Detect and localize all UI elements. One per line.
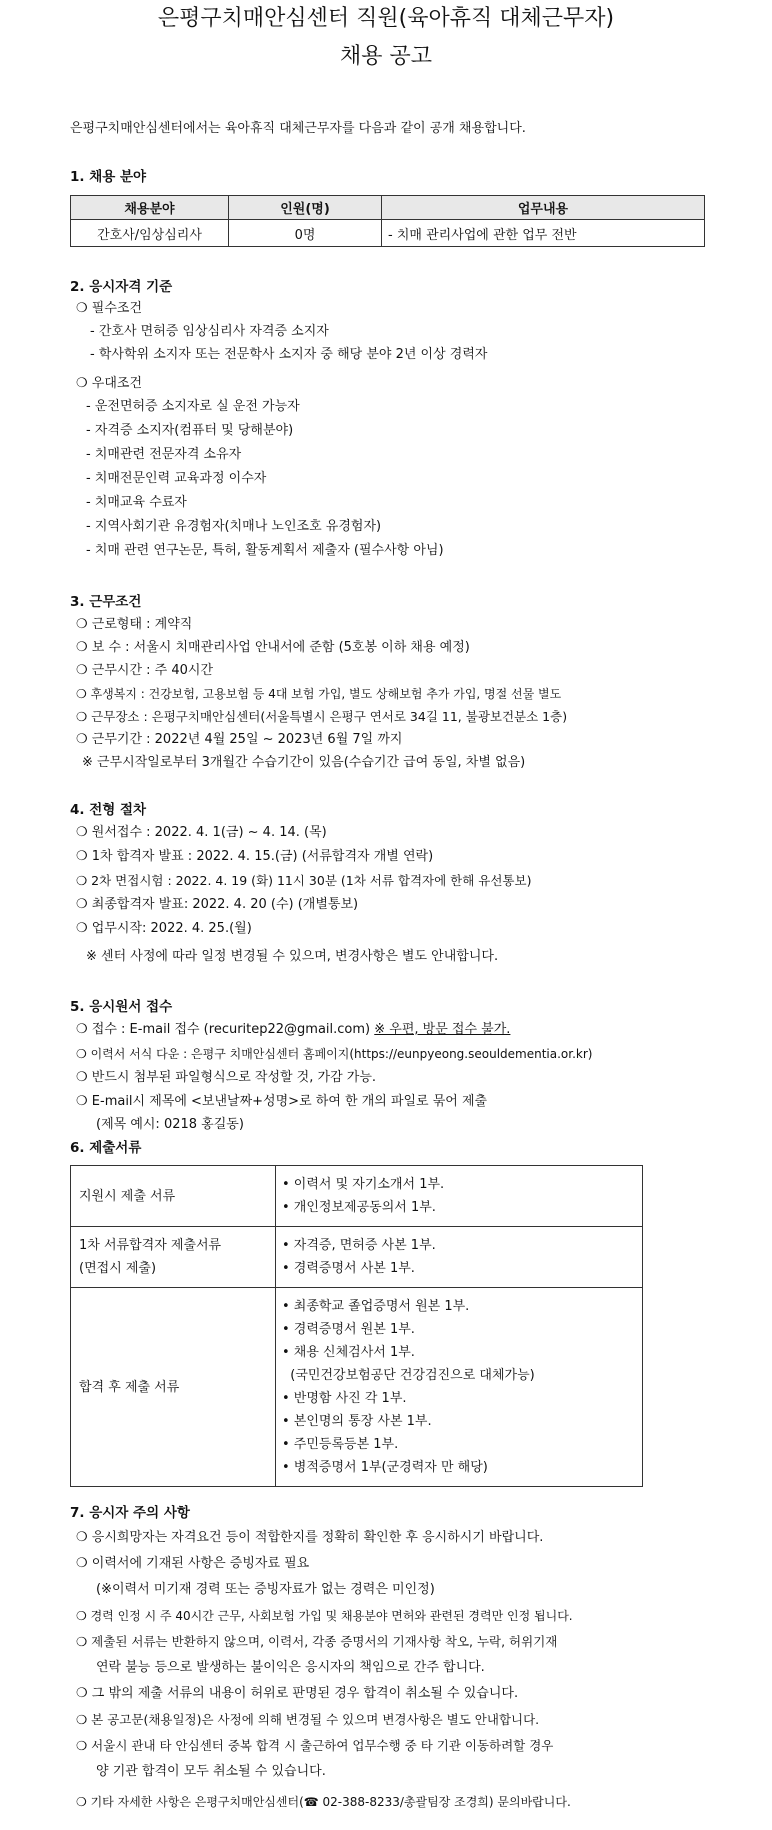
section-4-heading: 4. 전형 절차 [70, 802, 147, 818]
list-item: ❍ 원서접수 : 2022. 4. 1(금) ~ 4. 14. (목) [76, 825, 327, 840]
section-3-heading: 3. 근무조건 [70, 594, 142, 610]
list-item: ❍ 업무시작: 2022. 4. 25.(월) [76, 921, 252, 936]
list-item: 양 기관 합격이 모두 취소될 수 있습니다. [96, 1764, 326, 1779]
no-mail-notice: ※ 우편, 방문 접수 불가. [374, 1022, 511, 1037]
list-item: • 병적증명서 1부(군경력자 만 해당) [282, 1460, 488, 1475]
table-cell [71, 1166, 276, 1227]
note-text: ※ 근무시작일로부터 3개월간 수습기간이 있음(수습기간 급여 동일, 차별 없음) [82, 755, 526, 770]
list-item: ❍ E-mail시 제목에 <보낸날짜+성명>로 하여 한 개의 파일로 묶어 제출 [76, 1094, 488, 1109]
table-cell: - 치매 관리사업에 관한 업무 전반 [382, 220, 705, 247]
list-item: • 주민등록등본 1부. [282, 1437, 399, 1452]
list-item: ❍ 본 공고문(채용일정)은 사정에 의해 변경될 수 있으며 변경사항은 별도 안내합니다. [76, 1712, 540, 1727]
table-cell: 0명 [229, 220, 382, 247]
list-item: ❍ 보 수 : 서울시 치매관리사업 안내서에 준함 (5호봉 이하 채용 예정) [76, 640, 470, 655]
list-item: (제목 예시: 0218 홍길동) [96, 1117, 244, 1132]
list-item: - 지역사회기관 유경험자(치매나 노인조호 유경험자) [86, 519, 382, 534]
table-cell [276, 1288, 643, 1487]
intro-text: 은평구치매안심센터에서는 육아휴직 대체근무자를 다음과 같이 공개 채용합니다. [70, 121, 526, 136]
list-item: ❍ 후생복지 : 건강보험, 고용보험 등 4대 보험 가입, 별도 상해보험 추가 가입, 명절 선물 별도 [76, 687, 562, 701]
list-item: - 치매전문인력 교육과정 이수자 [86, 471, 267, 486]
list-item: 연락 불능 등으로 발생하는 불이익은 응시자의 책임으로 간주 합니다. [96, 1660, 485, 1675]
email-submission-text: ❍ 접수 : E-mail 접수 (recuritep22@gmail.com) [76, 1022, 375, 1037]
list-item: • 자격증, 면허증 사본 1부. [282, 1238, 436, 1253]
table-cell [71, 1288, 276, 1487]
table-header: 업무내용 [382, 196, 705, 220]
table-cell [276, 1166, 643, 1227]
list-item: ❍ 근무기간 : 2022년 4월 25일 ~ 2023년 6월 7일 까지 [76, 732, 403, 747]
list-item: ❍ 경력 인정 시 주 40시간 근무, 사회보험 가입 및 채용분야 면허와 관련된 경력만 인정 됩니다. [76, 1609, 573, 1623]
list-item: - 치매 관련 연구논문, 특허, 활동계획서 제출자 (필수사항 아님) [86, 543, 444, 558]
table-row [71, 1288, 643, 1487]
row-label: 1차 서류합격자 제출서류 [79, 1238, 222, 1253]
row-label: 지원시 제출 서류 [79, 1188, 176, 1204]
list-item: ❍ 근무시간 : 주 40시간 [76, 663, 214, 678]
list-item: ❍ 최종합격자 발표: 2022. 4. 20 (수) (개별통보) [76, 897, 359, 912]
section-2-heading: 2. 응시자격 기준 [70, 279, 173, 295]
table-cell [276, 1227, 643, 1288]
page-subtitle: 채용 공고 [339, 44, 432, 69]
list-item: - 운전면허증 소지자로 실 운전 가능자 [86, 399, 300, 414]
list-item: ❍ 응시희망자는 자격요건 등이 적합한지를 정확히 확인한 후 응시하시기 바랍니다. [76, 1530, 544, 1545]
list-item [76, 1019, 510, 1041]
list-item: ❍ 이력서 서식 다운 : 은평구 치매안심센터 홈페이지(https://eunpyeong.seouldementia.or.kr) [76, 1047, 593, 1061]
section-6-heading: 6. 제출서류 [70, 1140, 142, 1156]
list-item: ❍ 기타 자세한 사항은 은평구치매안심센터(☎ 02-388-8233/총괄팀장 조경희) 문의바랍니다. [76, 1795, 571, 1809]
table-header-row [71, 196, 705, 220]
list-item: - 자격증 소지자(컴퓨터 및 당해분야) [86, 423, 294, 438]
list-item: • 개인정보제공동의서 1부. [282, 1200, 436, 1215]
table-cell [71, 1227, 276, 1288]
list-item: ❍ 2차 면접시험 : 2022. 4. 19 (화) 11시 30분 (1차 서류 합격자에 한해 유선통보) [76, 873, 532, 888]
table-header: 인원(명) [229, 196, 382, 220]
list-item: (국민건강보험공단 건강검진으로 대체가능) [282, 1368, 535, 1383]
list-item: ❍ 그 밖의 제출 서류의 내용이 허위로 판명된 경우 합격이 취소될 수 있습니다. [76, 1686, 519, 1701]
required-conditions-title: ❍ 필수조건 [76, 301, 143, 316]
table-row [71, 220, 705, 247]
list-item: • 최종학교 졸업증명서 원본 1부. [282, 1299, 470, 1314]
section-5-heading: 5. 응시원서 접수 [70, 999, 173, 1015]
table-header: 채용분야 [71, 196, 229, 220]
list-item: ❍ 이력서에 기재된 사항은 증빙자료 필요 [76, 1556, 310, 1571]
list-item: • 이력서 및 자기소개서 1부. [282, 1177, 445, 1192]
list-item: - 치매교육 수료자 [86, 495, 187, 510]
section-7-heading: 7. 응시자 주의 사항 [70, 1505, 190, 1521]
table-row [71, 1227, 643, 1288]
list-item: • 경력증명서 원본 1부. [282, 1322, 415, 1337]
documents-table [70, 1165, 643, 1487]
section-1-heading: 1. 채용 분야 [70, 169, 147, 185]
row-label: 합격 후 제출 서류 [79, 1379, 180, 1395]
preferred-conditions-title: ❍ 우대조건 [76, 376, 143, 391]
list-item: • 본인명의 통장 사본 1부. [282, 1414, 432, 1429]
list-item: - 간호사 면허증 임상심리사 자격증 소지자 [90, 324, 329, 339]
list-item: (※이력서 미기재 경력 또는 증빙자료가 없는 경력은 미인정) [96, 1582, 435, 1597]
table-row [71, 1166, 643, 1227]
list-item: ❍ 서울시 관내 타 안심센터 중복 합격 시 출근하여 업무수행 중 타 기관 이동하려할 경우 [76, 1738, 554, 1753]
list-item: ❍ 제출된 서류는 반환하지 않으며, 이력서, 각종 증명서의 기재사항 착오, 누락, 허위기재 [76, 1634, 558, 1649]
table-cell: 간호사/임상심리사 [71, 220, 229, 247]
list-item: • 경력증명서 사본 1부. [282, 1261, 415, 1276]
recruitment-field-table [70, 195, 705, 247]
list-item: ❍ 근로형태 : 계약직 [76, 617, 193, 632]
list-item: - 학사학위 소지자 또는 전문학사 소지자 중 해당 분야 2년 이상 경력자 [90, 347, 488, 362]
note-text: ※ 센터 사정에 따라 일정 변경될 수 있으며, 변경사항은 별도 안내합니다. [86, 949, 499, 964]
page-title: 은평구치매안심센터 직원(육아휴직 대체근무자) [157, 6, 615, 31]
list-item: • 채용 신체검사서 1부. [282, 1345, 415, 1360]
list-item: ❍ 근무장소 : 은평구치매안심센터(서울특별시 은평구 연서로 34길 11, 불광보건분소 1층) [76, 709, 568, 724]
row-label: (면접시 제출) [79, 1261, 157, 1276]
list-item: • 반명함 사진 각 1부. [282, 1391, 407, 1406]
list-item: ❍ 반드시 첨부된 파일형식으로 작성할 것, 가감 가능. [76, 1070, 377, 1085]
list-item: - 치매관련 전문자격 소유자 [86, 447, 242, 462]
list-item: ❍ 1차 합격자 발표 : 2022. 4. 15.(금) (서류합격자 개별 연락) [76, 849, 434, 864]
